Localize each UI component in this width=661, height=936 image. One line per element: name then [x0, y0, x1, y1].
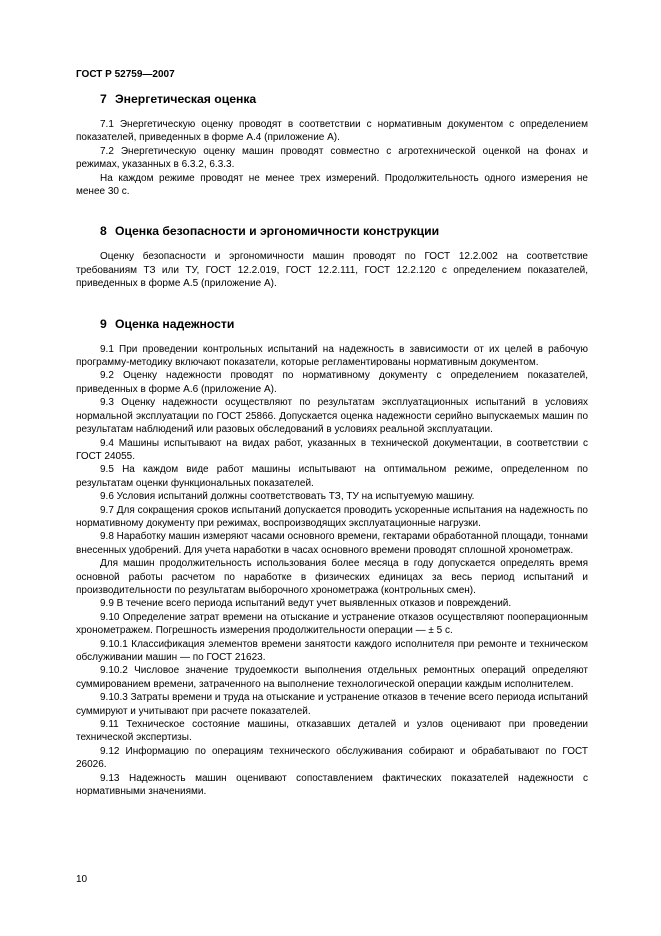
paragraph: 9.3 Оценку надежности осуществляют по результатам эксплуатационных испытаний в условиях нормальной эксплуатации по ГОСТ 25866. Допускается оценка надежности серийно выпускаемых машин по результатам наблюдений или разовых обследований в условиях реальной эксплуатации.	[76, 397, 588, 436]
paragraph: 9.8 Наработку машин измеряют часами основного времени, гектарами обработанной площади, тоннами внесенных удобрений. Для учета наработки в часах основного времени проводят сплошной хронометраж.	[76, 531, 589, 556]
section-9	[76, 317, 588, 799]
paragraph: Для машин продолжительность использования более месяца в году допускается определять время основной работы расчетом по наработке в физических единицах за весь период испытаний и производительности по результатам выборочного хронометража (контрольных смен).	[76, 558, 588, 596]
paragraph: 9.10 Определение затрат времени на отыскание и устранение отказов осуществляют пооперационным хронометражем. Погрешность измерения продолжительности операции — ± 5 с.	[76, 611, 588, 637]
paragraph: 9.7 Для сокращения сроков испытаний допускается проводить ускоренные испытания на надежность по нормативному документу при режимах, воспроизводящих эксплуатационные нагрузки.	[76, 504, 588, 529]
paragraph: 9.2 Оценку надежности проводят по нормативному документу с определением показателей, приведенных в форме А.6 (приложение А).	[76, 370, 588, 395]
paragraph: 9.1 При проведении контрольных испытаний на надежность в зависимости от их целей в рабочую программу-методику включают показатели, которые регламентированы нормативным документом.	[76, 343, 588, 369]
paragraph: 9.4 Машины испытывают на видах работ, указанных в технической документации, в соответствии с ГОСТ 24055.	[76, 437, 588, 462]
section-number: 9	[100, 316, 107, 331]
section-number: 8	[100, 224, 107, 239]
paragraph: 7.1 Энергетическую оценку проводят в соответствии с нормативным документом с определением показателей, приведенных в форме А.4 (приложение А).	[76, 119, 588, 144]
paragraph: 9.11 Техническое состояние машины, отказавших деталей и узлов оценивают при проведении технической экспертизы.	[76, 719, 588, 744]
paragraph: 9.10.3 Затраты времени и труда на отыскание и устранение отказов в течение всего периода испытаний суммируют и учитывают при расчете показателей.	[76, 692, 588, 717]
section-8	[76, 224, 588, 290]
section-heading	[76, 317, 588, 332]
paragraph: 9.9 В течение всего периода испытаний ведут учет выявленных отказов и повреждений.	[100, 598, 512, 610]
section-title: Оценка надежности	[115, 316, 235, 331]
paragraph: 9.5 На каждом виде работ машины испытывают на оптимальном режиме, определенном по результатам оценки функциональных показателей.	[76, 464, 588, 489]
section-heading	[76, 224, 588, 239]
section-title: Оценка безопасности и эргономичности конструкции	[115, 224, 440, 239]
paragraph: Оценку безопасности и эргономичности машин проводят по ГОСТ 12.2.002 на соответствие требованиям ТЗ или ТУ, ГОСТ 12.2.019, ГОСТ 12.2.111, ГОСТ 12.2.120 с определением показателей, приведенных в форме А.5 (приложение А).	[76, 251, 588, 290]
page-number: 10	[76, 874, 88, 885]
paragraph: 7.2 Энергетическую оценку машин проводят совместно с агротехнической оценкой на фонах и режимах, указанных в 6.3.2, 6.3.3.	[76, 145, 588, 171]
paragraph: 9.13 Надежность машин оценивают сопоставлением фактических показателей надежности с нормативными значениями.	[76, 772, 588, 798]
paragraph: 9.6 Условия испытаний должны соответствовать ТЗ, ТУ на испытуемую машину.	[100, 491, 475, 503]
paragraph: На каждом режиме проводят не менее трех измерений. Продолжительность одного измерения не менее 30 с.	[76, 172, 588, 198]
paragraph: 9.10.2 Числовое значение трудоемкости выполнения отдельных ремонтных операций определяют суммированием времени, затраченного на выполнение технологической операции каждым исполнителем.	[76, 665, 588, 690]
section-7	[76, 92, 588, 198]
document-header: ГОСТ Р 52759—2007	[76, 69, 175, 80]
section-title: Энергетическая оценка	[115, 92, 257, 106]
section-heading	[76, 92, 588, 107]
document-body	[76, 92, 588, 798]
paragraph: 9.10.1 Классификация элементов времени занятости каждого исполнителя при ремонте и техническом обслуживании машин — по ГОСТ 21623.	[76, 638, 588, 663]
paragraph: 9.12 Информацию по операциям технического обслуживания собирают и обрабатывают по ГОСТ 26026.	[76, 745, 588, 771]
section-number: 7	[100, 92, 107, 106]
